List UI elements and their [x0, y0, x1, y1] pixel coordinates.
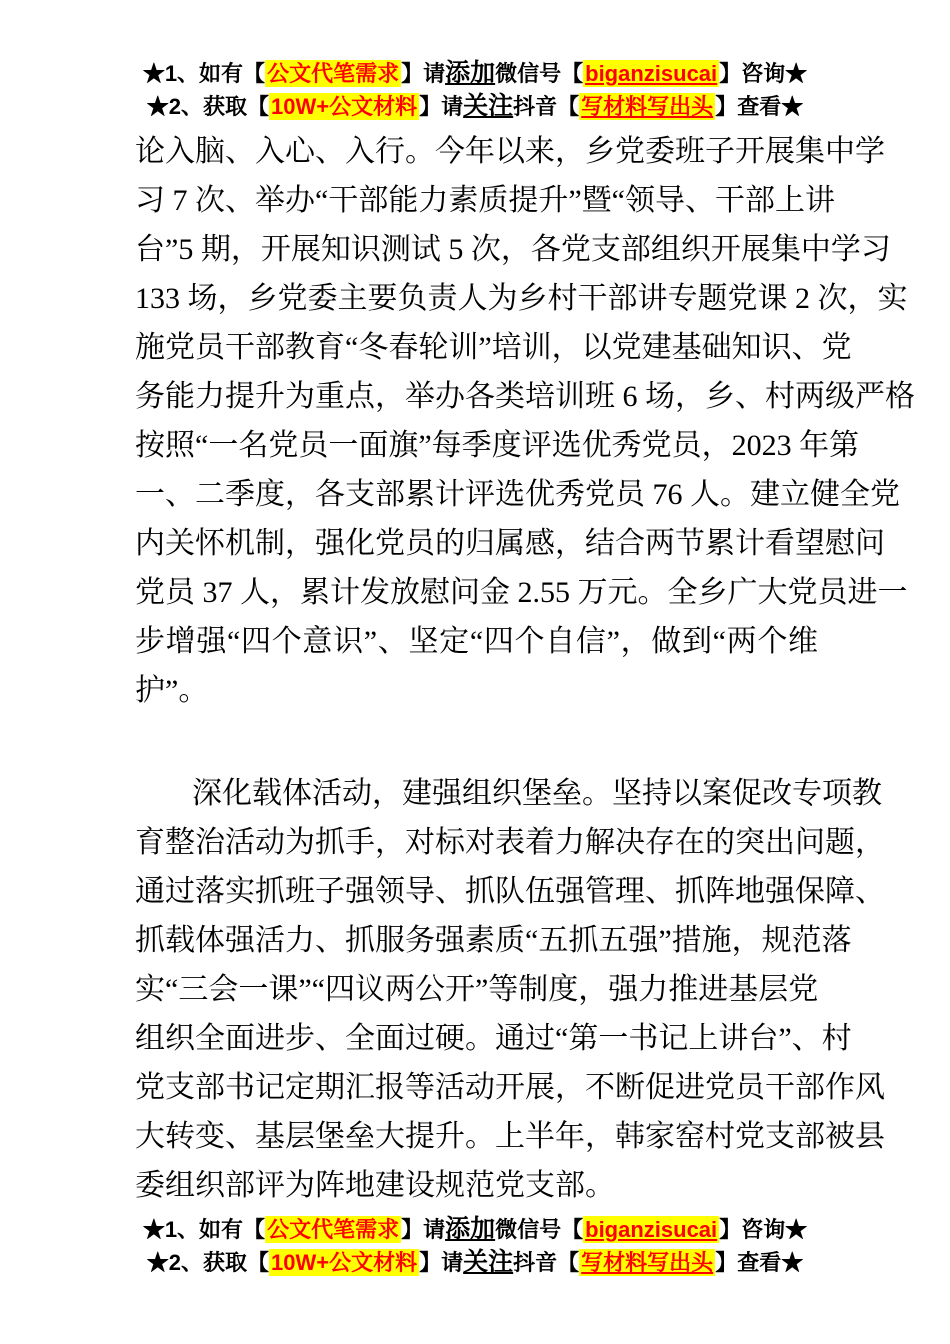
promo-highlight-service: 公文代笔需求 [267, 61, 400, 86]
promo-text: ★2、获取【 [146, 94, 270, 119]
promo-text: 】咨询★ [719, 61, 808, 86]
promo-douyin-handle: 写材料写出头 [581, 94, 714, 119]
promo-text: 】查看★ [715, 94, 804, 119]
promo-underline-add: 添加 [445, 1215, 496, 1243]
promo-underline-follow: 关注 [463, 92, 514, 120]
body-line: 委组织部评为阵地建设规范党支部。 [135, 1169, 615, 1202]
body-line: 论入脑、入心、入行。今年以来，乡党委班子开展集中学 [135, 135, 885, 168]
paragraph [135, 127, 915, 715]
body-line: 护”。 [135, 674, 209, 707]
promo-text: 】请 [419, 1250, 464, 1275]
body-line: 组织全面进步、全面过硬。通过“第一书记上讲台”、村 [135, 1022, 852, 1055]
document-body [135, 127, 915, 1210]
body-line: 习 7 次、举办“干部能力素质提升”暨“领导、干部上讲 [135, 184, 835, 217]
promo-highlight-materials: 10W+公文材料 [271, 94, 418, 119]
promo-text: 抖音【 [513, 94, 580, 119]
paragraph [135, 769, 885, 1210]
promo-line-2 [0, 90, 950, 123]
promo-line-1 [0, 1213, 950, 1246]
body-line: 按照“一名党员一面旗”每季度评选优秀党员，2023 年第 [135, 429, 860, 462]
body-line: 一、二季度，各支部累计评选优秀党员 76 人。建立健全党 [135, 478, 900, 511]
promo-text: ★1、如有【 [142, 61, 266, 86]
body-line: 实“三会一课”“四议两公开”等制度，强力推进基层党 [135, 973, 819, 1006]
promo-banner-bottom [0, 1213, 950, 1279]
body-line: 133 场，乡党委主要负责人为乡村干部讲专题党课 2 次，实 [135, 282, 908, 315]
body-line: 务能力提升为重点，举办各类培训班 6 场，乡、村两级严格 [135, 380, 915, 413]
body-line: 施党员干部教育“冬春轮训”培训，以党建基础知识、党 [135, 331, 852, 364]
body-line: 党支部书记定期汇报等活动开展，不断促进党员干部作风 [135, 1071, 885, 1104]
promo-line-2 [0, 1246, 950, 1279]
promo-line-1 [0, 57, 950, 90]
body-line: 内关怀机制，强化党员的归属感，结合两节累计看望慰问 [135, 527, 885, 560]
body-line: 抓载体强活力、抓服务强素质“五抓五强”措施，规范落 [135, 924, 852, 957]
body-line: 大转变、基层堡垒大提升。上半年，韩家窑村党支部被县 [135, 1120, 885, 1153]
promo-text: 】咨询★ [719, 1217, 808, 1242]
body-line: 育整治活动为抓手，对标对表着力解决存在的突出问题， [135, 826, 885, 859]
promo-text: ★2、获取【 [146, 1250, 270, 1275]
promo-text: 】查看★ [715, 1250, 804, 1275]
promo-wechat-id: biganzisucai [585, 1217, 718, 1242]
promo-underline-follow: 关注 [463, 1248, 514, 1276]
promo-underline-add: 添加 [445, 59, 496, 87]
promo-banner-top [0, 0, 950, 123]
promo-highlight-service: 公文代笔需求 [267, 1217, 400, 1242]
promo-highlight-materials: 10W+公文材料 [271, 1250, 418, 1275]
body-line: 台”5 期，开展知识测试 5 次，各党支部组织开展集中学习 [135, 233, 891, 266]
body-line: 通过落实抓班子强领导、抓队伍强管理、抓阵地强保障、 [135, 875, 885, 908]
promo-douyin-handle: 写材料写出头 [581, 1250, 714, 1275]
promo-text: 抖音【 [513, 1250, 580, 1275]
promo-text: ★1、如有【 [142, 1217, 266, 1242]
promo-wechat-id: biganzisucai [585, 61, 718, 86]
body-line: 深化载体活动，建强组织堡垒。坚持以案促改专项教 [192, 777, 882, 810]
promo-text: 微信号【 [495, 1217, 584, 1242]
promo-text: 】请 [419, 94, 464, 119]
promo-text: 】请 [401, 61, 446, 86]
promo-text: 】请 [401, 1217, 446, 1242]
body-line: 步增强“四个意识”、坚定“四个自信”，做到“两个维 [135, 625, 818, 658]
promo-text: 微信号【 [495, 61, 584, 86]
body-line: 党员 37 人，累计发放慰问金 2.55 万元。全乡广大党员进一 [135, 576, 908, 609]
